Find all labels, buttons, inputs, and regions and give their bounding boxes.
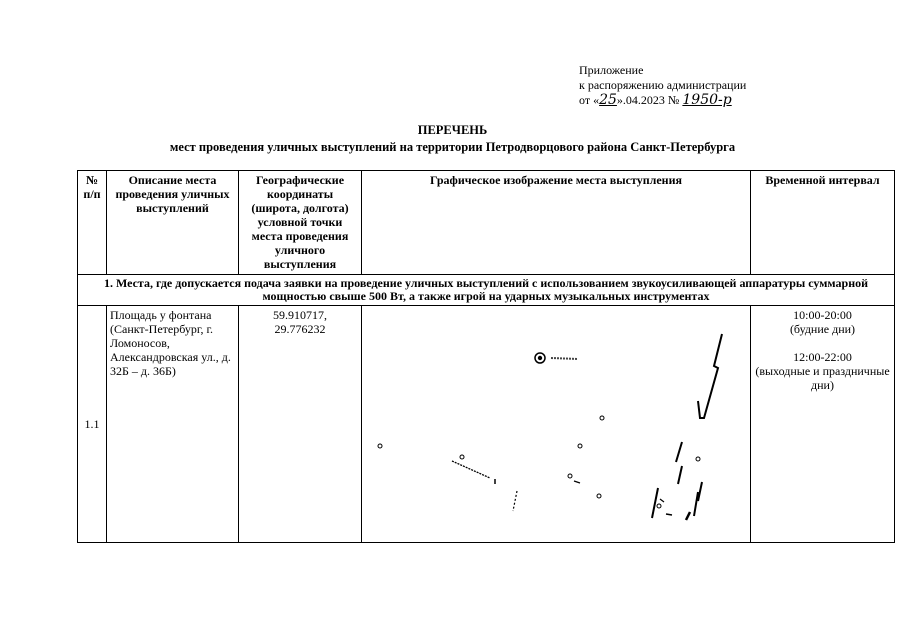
appendix-number: 1950-р xyxy=(682,92,732,108)
appendix-day: 25 xyxy=(599,92,617,108)
appendix-mid: ».04.2023 № xyxy=(616,93,680,107)
row-latitude: 59.910717, xyxy=(273,308,327,322)
weekdays-label: (будние дни) xyxy=(789,322,856,336)
header-image: Графическое изображение места выступления xyxy=(362,171,751,275)
table-header-row xyxy=(78,171,895,275)
page-subtitle: мест проведения уличных выступлений на территории Петродворцового района Санкт-Петербурга xyxy=(169,140,736,154)
section-row xyxy=(78,275,895,306)
row-number: 1.1 xyxy=(78,306,107,543)
header-num: № п/п xyxy=(78,171,107,275)
time-weekdays: 10:00-20:00 xyxy=(793,308,852,322)
road-line-icon xyxy=(698,334,722,418)
appendix-line3 xyxy=(579,93,746,108)
appendix-line2: к распоряжению администрации xyxy=(579,78,747,92)
places-table xyxy=(77,170,895,543)
section-1-heading: 1. Места, где допускается подача заявки на проведение уличных выступлений с использованием звукоусиливающей аппаратуры суммарной мощностью свыше 500 Вт, а также игрой на ударных музыкальных инструментах xyxy=(78,275,895,306)
page-title: ПЕРЕЧЕНЬ xyxy=(417,123,488,137)
weekends-label: (выходные и праздничные дни) xyxy=(755,364,890,392)
row-longitude: 29.776232 xyxy=(274,322,326,336)
appendix-prefix: от « xyxy=(579,93,600,107)
map-point-icon xyxy=(600,416,604,420)
table-row xyxy=(78,306,895,543)
appendix-line1: Приложение xyxy=(579,63,644,77)
row-time xyxy=(751,306,895,543)
map-image xyxy=(362,306,750,539)
header-time: Временной интервал xyxy=(751,171,895,275)
row-coordinates xyxy=(239,306,362,543)
row-description: Площадь у фонтана (Санкт-Петербург, г. Ломоносов, Александровская ул., д. 32Б – д. 36Б) xyxy=(107,306,239,543)
appendix-block xyxy=(579,63,746,108)
header-description: Описание места проведения уличных выступлений xyxy=(107,171,239,275)
header-coordinates: Географические координаты (широта, долгота) условной точки места проведения уличного выступления xyxy=(239,171,362,275)
time-weekends: 12:00-22:00 xyxy=(793,350,852,364)
map-image-cell xyxy=(362,306,751,543)
